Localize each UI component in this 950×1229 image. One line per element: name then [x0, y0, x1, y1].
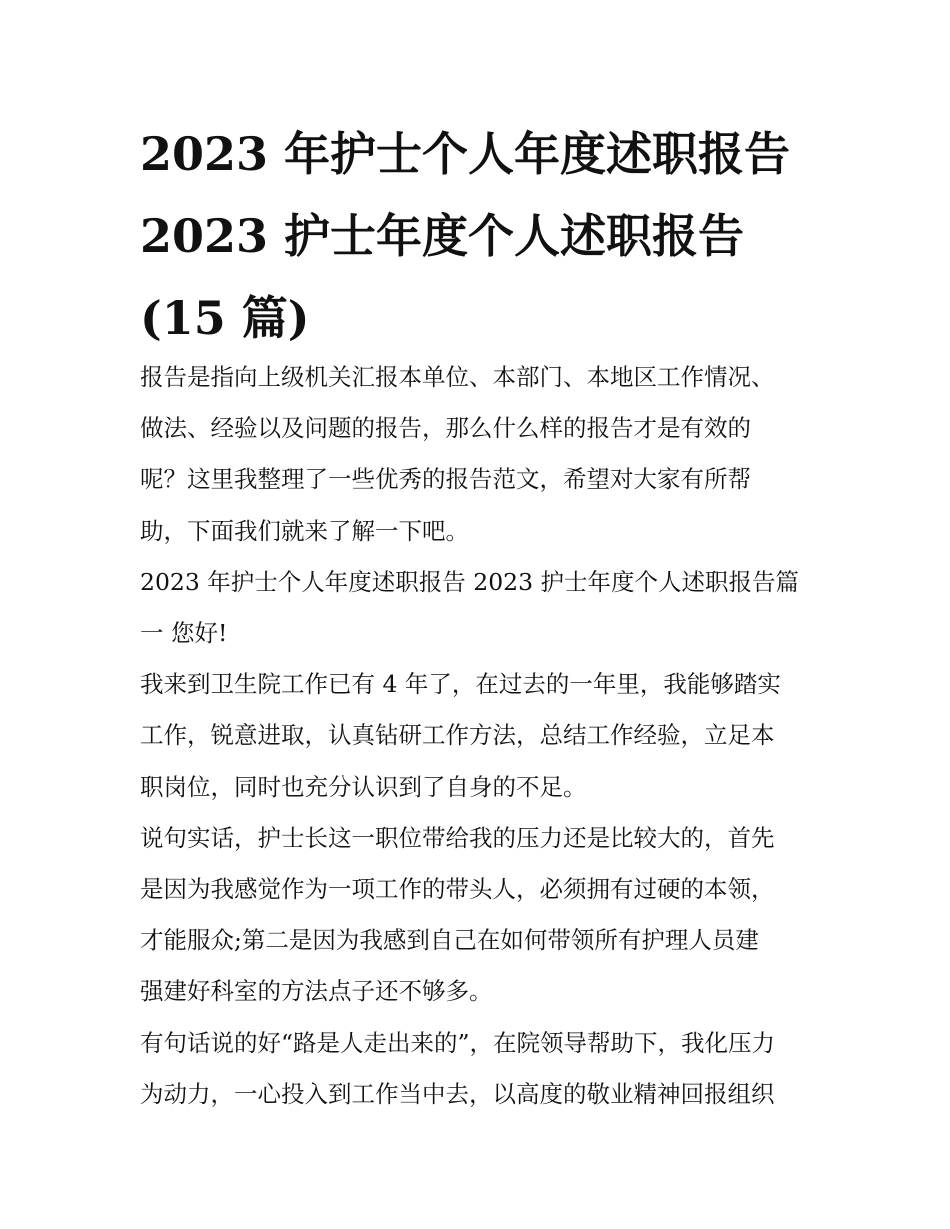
- paragraph-line: 强建好科室的方法点子还不够多。: [140, 977, 493, 1006]
- paragraph-line: 职岗位，同时也充分认识到了自身的不足。: [140, 772, 587, 801]
- title-line-1: 2023 年护士个人年度述职报告: [140, 127, 791, 181]
- paragraph-line: 为动力，一心投入到工作当中去，以高度的敬业精神回报组织: [140, 1079, 775, 1108]
- paragraph-line: 报告是指向上级机关汇报本单位、本部门、本地区工作情况、: [140, 363, 775, 391]
- paragraph-line: 才能服众;第二是因为我感到自己在如何带领所有护理人员建: [140, 926, 759, 955]
- paragraph-line: 助，下面我们就来了解一下吧。: [140, 516, 469, 545]
- paragraph-line: 呢？这里我整理了一些优秀的报告范文，希望对大家有所帮: [140, 465, 751, 494]
- paragraph-section-heading: [140, 557, 820, 659]
- document-title: [140, 113, 820, 359]
- paragraph-line: 有句话说的好“路是人走出来的”，在院领导帮助下，我化压力: [140, 1028, 776, 1057]
- paragraph-line: 我来到卫生院工作已有 4 年了，在过去的一年里，我能够踏实: [140, 670, 781, 699]
- paragraph-motivation: [140, 1018, 820, 1120]
- paragraph-work-years: [140, 659, 820, 813]
- paragraph-pressure: [140, 813, 820, 1018]
- paragraph-line: 是因为我感觉作为一项工作的带头人，必须拥有过硬的本领，: [140, 875, 775, 904]
- title-line-2: 2023 护士年度个人述职报告: [140, 209, 745, 263]
- paragraph-line: 一 您好!: [140, 619, 228, 648]
- paragraph-line: 工作，锐意进取，认真钻研工作方法，总结工作经验，立足本: [140, 721, 775, 750]
- paragraph-line: 做法、经验以及问题的报告，那么什么样的报告才是有效的: [140, 414, 751, 443]
- title-line-3: (15 篇): [140, 291, 310, 345]
- paragraph-intro: [140, 352, 820, 557]
- paragraph-line: 2023 年护士个人年度述职报告 2023 护士年度个人述职报告篇: [140, 567, 800, 596]
- paragraph-line: 说句实话，护士长这一职位带给我的压力还是比较大的，首先: [140, 823, 775, 852]
- document-body: [140, 352, 820, 1120]
